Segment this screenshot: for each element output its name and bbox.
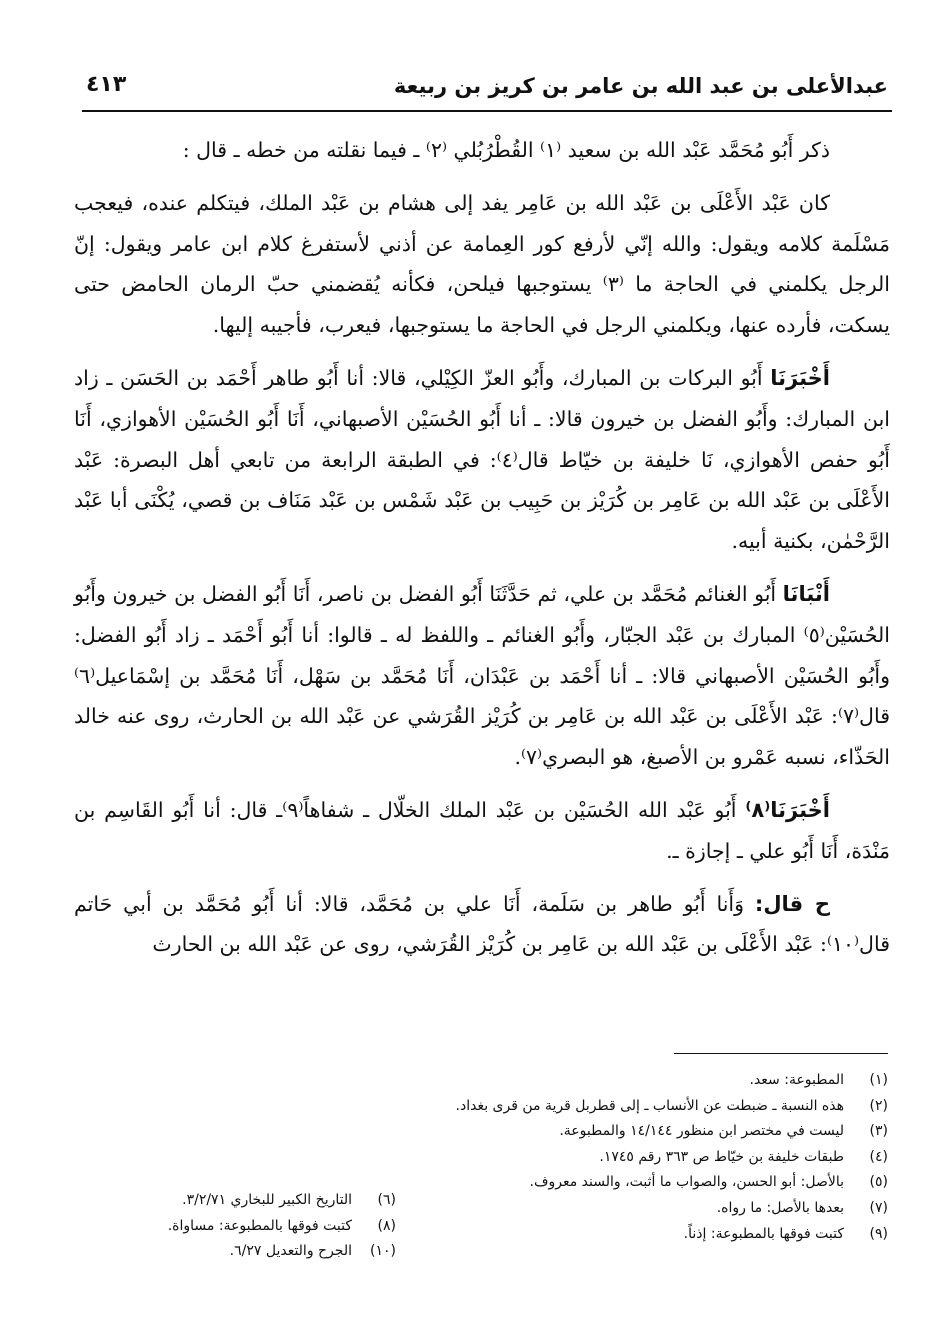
footnote-text: كتبت فوقها بالمطبوعة: مساواة. xyxy=(167,1217,352,1234)
footnote-number: (١) xyxy=(869,1072,888,1088)
isnad-lead: ح قال: xyxy=(754,891,830,916)
isnad-lead: أَنْبَانَا xyxy=(782,581,830,606)
footnote xyxy=(96,1188,396,1214)
running-title: عبدالأعلى بن عبد الله بن عامر بن كريز بن ربيعة xyxy=(393,74,888,98)
footnote-number: (٢) xyxy=(869,1097,888,1114)
footnote-number: (٩) xyxy=(869,1225,888,1242)
paragraph-text: ذكر أَبُو مُحَمَّد عَبْد الله بن سعيد ⁽١⁾ القُطْرُبُلي ⁽٢⁾ ـ فيما نقلته من خطه ـ قال : xyxy=(182,138,830,162)
paragraph-text: أَبُو البركات بن المبارك، وأَبُو العزّ الكِيْلي، قالا: أنا أَبُو طاهر أَحْمَد بن الحَسَن ـ زاد ابن المبارك: وأَبُو الفضل بن خيرون قالا: ـ أنا أَبُو الحُسَيْن الأصبهاني، أَنَا أَبُو الحُسَيْن الأهوازي، أَنَا أَبُو حفص الأهوازي، نَا خليفة بن خيّاط قال⁽٤⁾: في الطبقة الرابعة من تابعي أهل البصرة: عَبْد الأَعْلَى بن عَبْد الله بن عَامِر بن كُرَيْز بن حَبِيب بن عَبْد شَمْس بن عَبْد مَنَاف بن قصي، يُكْنَى أبا عَبْد الرَّحْمٰن، بكنية أبيه. xyxy=(74,365,890,554)
footnote-divider xyxy=(674,1053,888,1054)
footnote-number: (٨) xyxy=(377,1217,396,1234)
footnote-number: (٥) xyxy=(869,1174,888,1191)
paragraph-5 xyxy=(74,790,890,872)
paragraph-3 xyxy=(74,358,890,562)
footnote-number: (٤) xyxy=(869,1148,888,1165)
isnad-lead: أَخْبَرَنَا⁽٨⁾ xyxy=(745,797,831,822)
footnote-text: بالأصل: أبو الحسن، والصواب ما أثبت، والسند معروف. xyxy=(529,1174,844,1191)
paragraph-text: وَأَنا أَبُو طاهر بن سَلَمة، أَنَا علي بن مُحَمَّد، قالا: أنا أَبُو مُحَمَّد بن أبي حَاتم قال⁽١٠⁾: عَبْد الأَعْلَى بن عَبْد الله بن عَامِر بن كُرَيْز القُرَشي، روى عن عَبْد الله بن الحارث xyxy=(74,891,890,957)
footnote-number: (١٠) xyxy=(370,1243,396,1260)
page-number: ٤١٣ xyxy=(86,72,127,97)
footnote-text: التاريخ الكبير للبخاري ٣/٢/٧١. xyxy=(182,1192,352,1208)
paragraph-text: أَبُو الغنائم مُحَمَّد بن علي، ثم حَدَّثَنَا أَبُو الفضل بن ناصر، أَنَا أَبُو الفضل بن خيرون وأَبُو الحُسَيْن⁽٥⁾ المبارك بن عَبْد الجبّار، وأَبُو الغنائم ـ واللفظ له ـ قالوا: أنا أَبُو أَحْمَد ـ زاد أَبُو الفضل: وأَبُو الحُسَيْن الأصبهاني قالا: ـ أنا أَحْمَد بن عَبْدَان، أَنَا مُحَمَّد بن سَهْل، أَنَا مُحَمَّد بن إسْمَاعيل⁽٦⁾ قال⁽٧⁾: عَبْد الأَعْلَى بن عَبْد الله بن عَامِر بن كُرَيْز القُرَشي عن عَبْد الله بن الحارث، روى عنه خالد الحَذّاء، نسبه عَمْرو بن الأصبغ، هو البصري⁽٧⁾. xyxy=(74,581,890,770)
page-header xyxy=(86,68,888,108)
footnote xyxy=(288,1145,888,1171)
footnote-text: المطبوعة: سعد. xyxy=(749,1072,844,1088)
footnote-number: (٣) xyxy=(869,1123,888,1140)
footnote-number: (٧) xyxy=(869,1199,888,1216)
footnote xyxy=(288,1094,888,1120)
footnote-text: الجرح والتعديل ٦/٢٧. xyxy=(229,1243,352,1260)
footnote xyxy=(288,1068,888,1094)
paragraph-text: أَبُو عَبْد الله الحُسَيْن بن عَبْد الملك الخلّال ـ شفاهاً⁽٩⁾ـ قال: أنا أَبُو القَاسِم بن مَنْدَة، أَنَا أَبُو علي ـ إجازة ـ. xyxy=(74,797,890,863)
footnote xyxy=(96,1214,396,1240)
footnote-text: طبقات خليفة بن خيّاط ص ٣٦٣ رقم ١٧٤٥. xyxy=(599,1148,844,1165)
paragraph-6 xyxy=(74,884,890,966)
main-text xyxy=(74,130,890,977)
footnote-text: ليست في مختصر ابن منظور ١٤/١٤٤ والمطبوعة. xyxy=(559,1123,844,1140)
isnad-lead: أَخْبَرَنَا xyxy=(770,365,830,390)
paragraph-text: كان عَبْد الأَعْلَى بن عَبْد الله بن عَامِر يفد إلى هشام بن عَبْد الملك، فيتكلم عنده، فيعجب مَسْلَمة كلامه ويقول: والله إنّي لأرفع كور العِمامة عن أذني لأستفرغ كلام ابن عامر ويقول: إنّ الرجل يكلمني في الحاجة ما ⁽٣⁾ يستوجبها فيلحن، فكأنه يُقضمني حبّ الرمان الحامض حتى يسكت، فأرده عنها، ويكلمني الرجل في الحاجة ما يستوجبها، فيعرب، فأجيبه إليها. xyxy=(74,190,890,338)
footnote xyxy=(96,1239,396,1265)
footnote-text: كتبت فوقها بالمطبوعة: إذناً. xyxy=(683,1225,844,1242)
header-divider xyxy=(82,110,892,112)
footnote xyxy=(288,1119,888,1145)
paragraph-2 xyxy=(74,183,890,346)
footnote-number: (٦) xyxy=(377,1192,396,1208)
paragraph-1 xyxy=(74,130,890,171)
footnote-text: بعدها بالأصل: ما رواه. xyxy=(716,1199,844,1216)
footnotes-side xyxy=(96,1188,396,1265)
footnote-text: هذه النسبة ـ ضبطت عن الأنساب ـ إلى قطربل قرية من قرى بغداد. xyxy=(455,1097,844,1114)
paragraph-4 xyxy=(74,574,890,778)
